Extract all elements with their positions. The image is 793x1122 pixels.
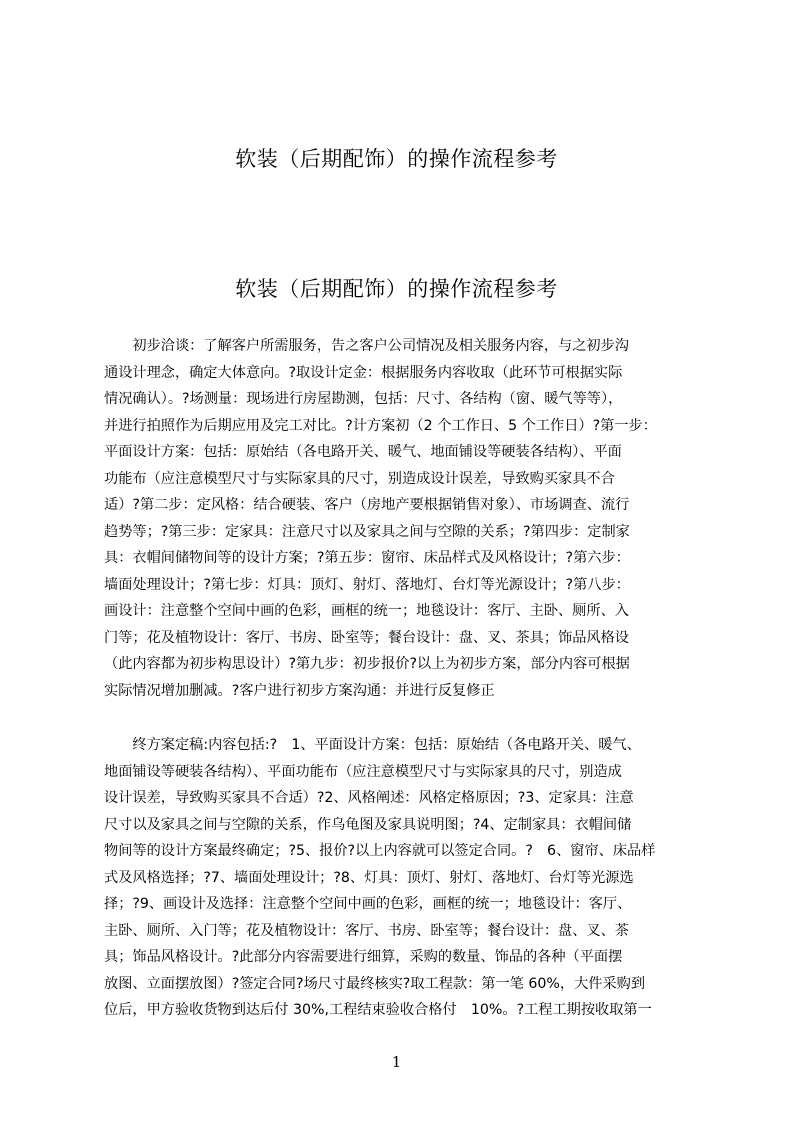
text-line: 地面铺设等硬装各结构）、平面功能布（应注意模型尺寸与实际家具的尺寸，别造成 [104,763,622,780]
paragraph-initial-process [104,333,696,704]
text-line: 情况确认）。?场测量：现场进行房屋勘测，包括：尺寸、各结构（窗、暖气等等）， [104,391,623,407]
text-line: 门等；花及植物设计：客厅、书房、卧室等；餐台设计：盘、叉、茶具；饰品风格设 [104,629,629,646]
text-line: 适）?第二步：定风格：结合硬装、客户（房地产要根据销售对象）、市场调查、流行 [104,497,630,513]
text-line: 趋势等；?第三步：定家具：注意尺寸以及家具之间与空隙的关系；?第四步：定制家 [104,523,630,540]
text-line: 具：衣帽间储物间等的设计方案；?第五步：窗帘、床品样式及风格设计；?第六步： [104,550,630,566]
page-title: 软装（后期配饰）的操作流程参考 [235,277,558,301]
text-line: 平面设计方案：包括：原始结（各电路开关、暖气、地面铺设等硬装各结构）、平面 [104,444,622,460]
text-line: 择；?9、画设计及选择：注意整个空间中画的色彩，画框的统一；地毯设计：客厅、 [104,896,632,912]
text-line: 并进行拍照作为后期应用及完工对比。?计方案初（2 个工作日、5 个工作日）?第一步： [104,417,657,434]
text-line: 墙面处理设计；?第七步：灯具：顶灯、射灯、落地灯、台灯等光源设计；?第八步： [104,576,630,593]
text-line: 物间等的设计方案最终确定；?5、报价?以上内容就可以签定合同。? 6、窗帘、床品样 [104,843,656,859]
text-line: 实际情况增加删减。?客户进行初步方案沟通：并进行反复修正 [104,682,495,699]
text-line: 终方案定稿:内容包括:? 1、平面设计方案：包括：原始结（各电路开关、暖气、 [104,737,641,753]
document-header-title: 软装（后期配饰）的操作流程参考 [235,147,558,171]
text-line: 尺寸以及家具之间与空隙的关系，作乌龟图及家具说明图；?4、定制家具：衣帽间储 [104,816,632,833]
page-number: 1 [391,1053,402,1071]
text-line: 具；饰品风格设计。?此部分内容需要进行细算，采购的数量、饰品的各种（平面摆 [104,949,623,965]
text-line: 通设计理念，确定大体意向。?取设计定金：根据服务内容收取（此环节可根据实际 [104,364,623,381]
text-line: 位后，甲方验收货物到达后付 30%,工程结束验收合格付 10%。?工程工期按收取第一 [104,1002,652,1018]
text-line: 画设计：注意整个空间中画的色彩，画框的统一；地毯设计：客厅、主卧、厕所、入 [104,603,629,619]
text-line: 初步洽谈：了解客户所需服务，告之客户公司情况及相关服务内容，与之初步沟 [104,338,629,354]
paragraph-final-plan [104,732,696,1024]
text-line: 放图、立面摆放图）?签定合同?场尺寸最终核实?取工程款：第一笔 60%，大件采购到 [104,975,646,992]
text-line: 设计误差，导致购买家具不合适）?2、风格阐述：风格定格原因；?3、定家具：注意 [104,790,634,806]
text-line: 功能布（应注意模型尺寸与实际家具的尺寸，别造成设计误差，导致购买家具不合 [104,470,615,487]
text-line: 式及风格选择；?7、墙面处理设计；?8、灯具：顶灯、射灯、落地灯、台灯等光源选 [104,869,634,886]
text-line: （此内容都为初步构思设计）?第九步：初步报价?以上为初步方案，部分内容可根据 [104,656,630,672]
text-line: 主卧、厕所、入门等；花及植物设计：客厅、书房、卧室等；餐台设计：盘、叉、茶 [104,922,629,939]
